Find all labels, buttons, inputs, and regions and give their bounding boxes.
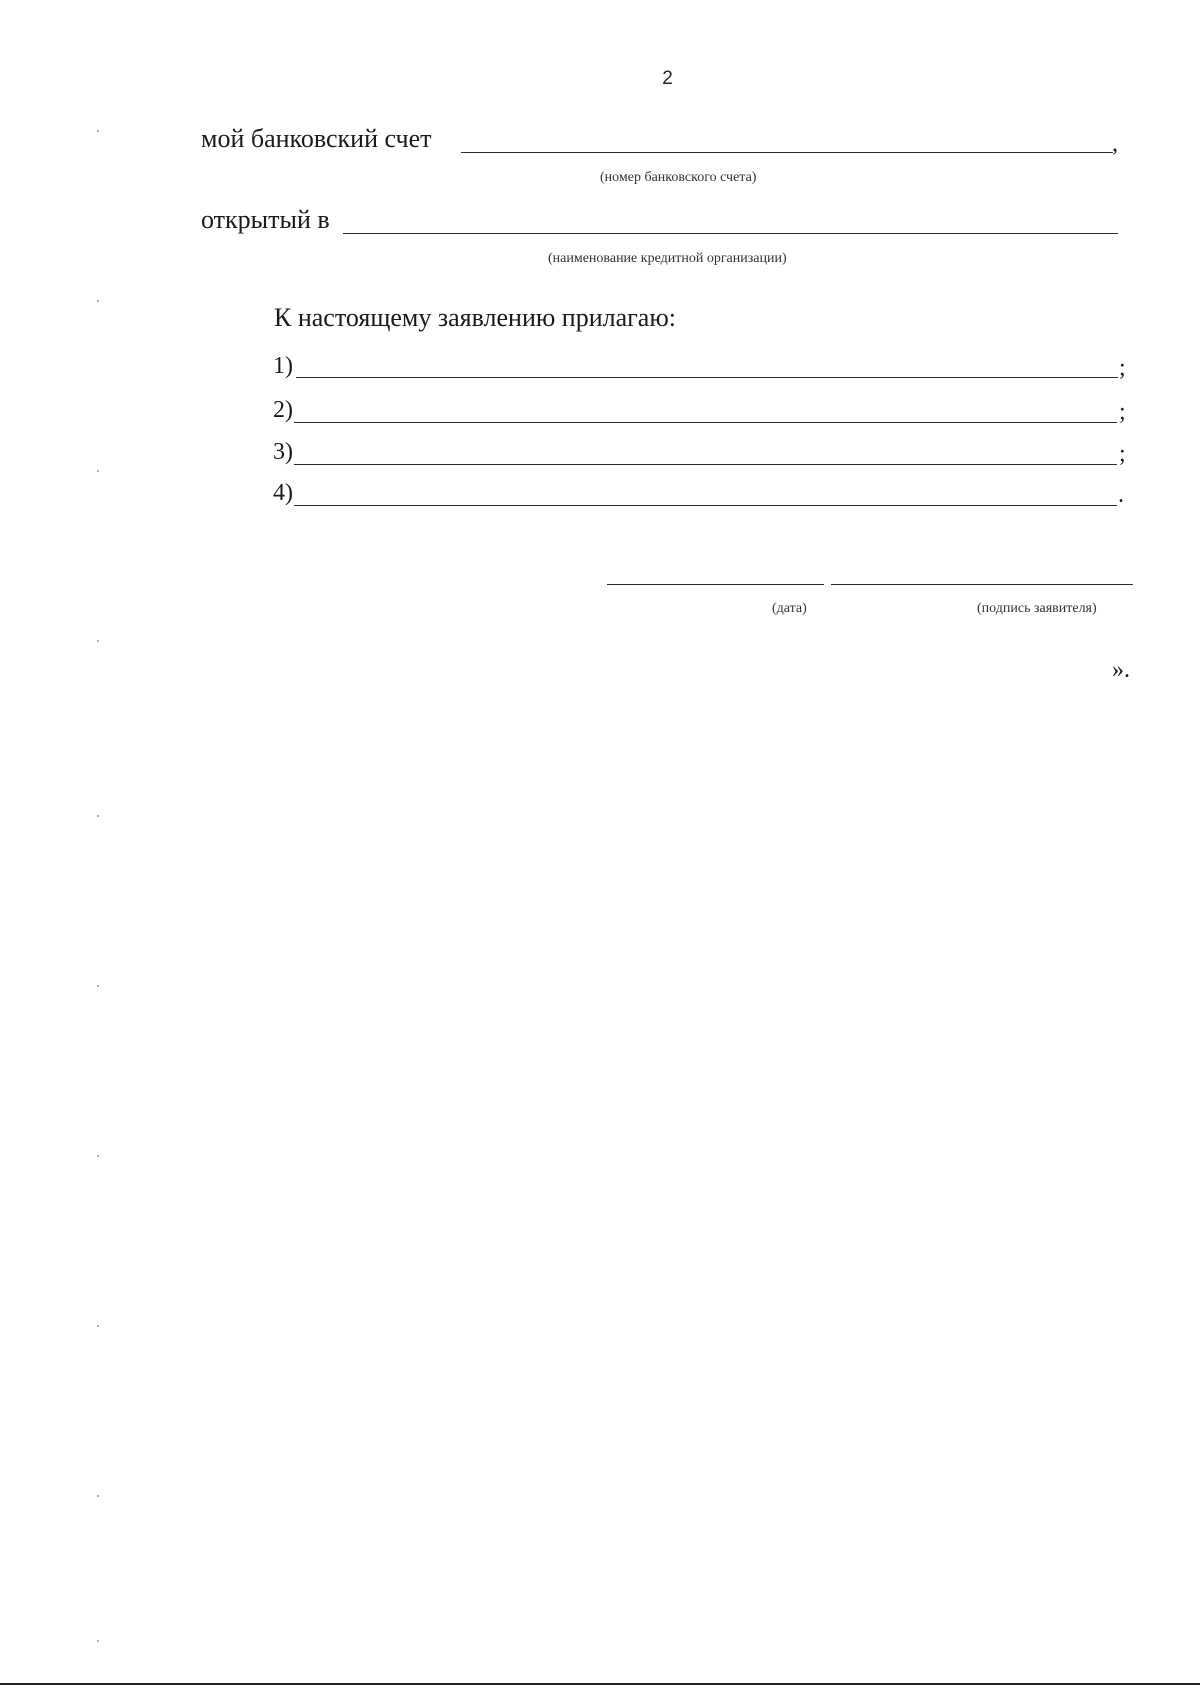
- attachment-punct-1: ;: [1119, 355, 1126, 381]
- attachment-field-2[interactable]: [294, 422, 1117, 423]
- scan-margin-dot: [97, 640, 99, 642]
- date-field[interactable]: [607, 584, 824, 585]
- scan-margin-dot: [97, 1495, 99, 1497]
- bank-account-hint: (номер банковского счета): [600, 170, 757, 185]
- closing-quote: ».: [1112, 657, 1130, 683]
- bank-account-field[interactable]: [461, 152, 1113, 153]
- scan-margin-dot: [97, 1640, 99, 1642]
- bank-account-label: мой банковский счет: [201, 124, 432, 153]
- attachment-number-1: 1): [273, 353, 293, 379]
- signature-hint: (подпись заявителя): [977, 601, 1097, 616]
- attachment-punct-4: .: [1118, 482, 1124, 508]
- attachment-punct-2: ;: [1119, 399, 1126, 425]
- opened-in-label: открытый в: [201, 205, 330, 234]
- bank-name-hint: (наименование кредитной организации): [548, 251, 787, 266]
- attachment-number-2: 2): [273, 397, 293, 423]
- scan-margin-dot: [97, 300, 99, 302]
- scan-margin-dot: [97, 815, 99, 817]
- attachment-field-3[interactable]: [294, 464, 1117, 465]
- scan-margin-dot: [97, 985, 99, 987]
- scan-margin-dot: [97, 130, 99, 132]
- attachment-number-3: 3): [273, 439, 293, 465]
- date-hint: (дата): [772, 601, 807, 616]
- page-number: 2: [662, 68, 673, 89]
- scan-margin-dot: [97, 1325, 99, 1327]
- attachment-number-4: 4): [273, 480, 293, 506]
- attachment-field-1[interactable]: [296, 377, 1118, 378]
- scan-margin-dot: [97, 1155, 99, 1157]
- attachment-punct-3: ;: [1119, 441, 1126, 467]
- signature-field[interactable]: [831, 584, 1133, 585]
- scan-margin-dot: [97, 470, 99, 472]
- scan-bottom-edge: [0, 1683, 1200, 1685]
- attachments-heading: К настоящему заявлению прилагаю:: [274, 303, 676, 332]
- bank-account-comma: ,: [1112, 131, 1118, 157]
- bank-name-field[interactable]: [343, 233, 1118, 234]
- attachment-field-4[interactable]: [294, 505, 1117, 506]
